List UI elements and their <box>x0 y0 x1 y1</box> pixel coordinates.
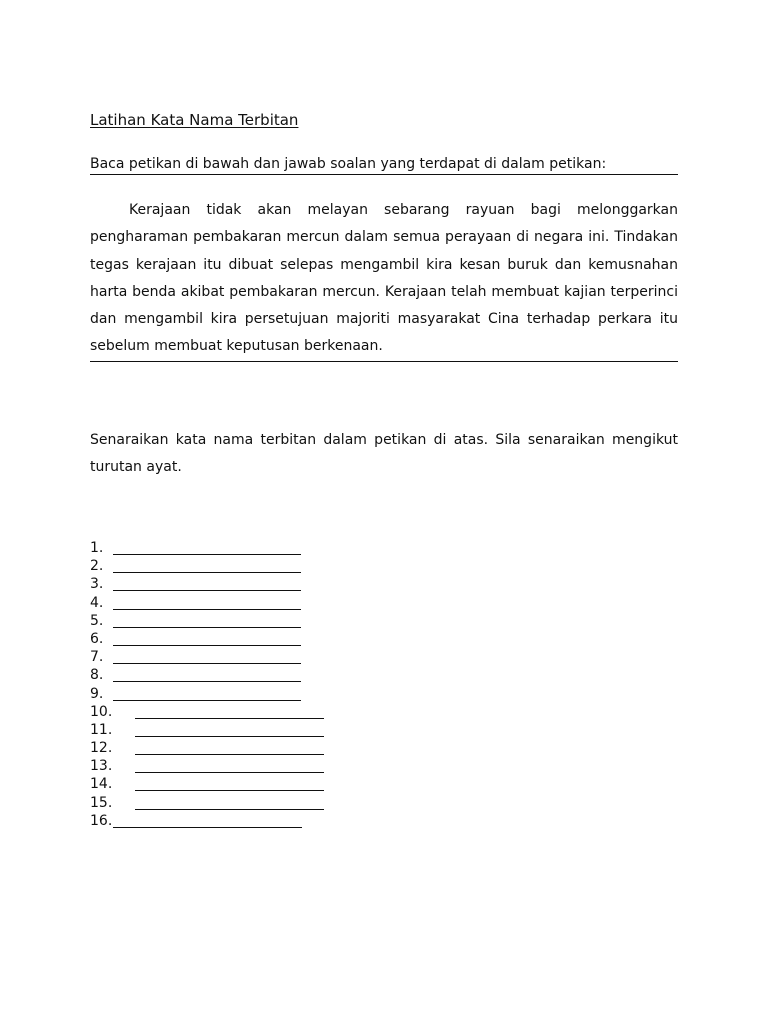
answer-number: 15. <box>90 794 113 811</box>
answer-blank-line[interactable] <box>113 627 301 628</box>
answer-number: 2. <box>90 558 104 575</box>
answer-row <box>90 685 390 703</box>
answer-blank-line[interactable] <box>135 718 324 719</box>
answer-number: 11. <box>90 721 113 738</box>
answer-row <box>90 775 390 793</box>
answer-blank-line[interactable] <box>113 554 301 555</box>
question-text: Senaraikan kata nama terbitan dalam petikan di atas. Sila senaraikan mengikut turutan ayat. <box>90 432 678 476</box>
answer-row <box>90 794 390 812</box>
answer-row <box>90 812 390 830</box>
answer-number: 9. <box>90 685 104 702</box>
answer-blank-line[interactable] <box>113 590 301 591</box>
answer-row <box>90 648 390 666</box>
answer-blank-line[interactable] <box>113 572 301 573</box>
answer-blank-line[interactable] <box>135 754 324 755</box>
answer-row <box>90 703 390 721</box>
answer-number: 13. <box>90 758 113 775</box>
answer-blank-line[interactable] <box>113 645 301 646</box>
answer-number: 3. <box>90 576 104 593</box>
answer-number: 1. <box>90 540 104 556</box>
answer-blank-line[interactable] <box>113 609 301 610</box>
answer-number: 5. <box>90 612 104 629</box>
reading-passage: Kerajaan tidak akan melayan sebarang rayuan bagi melonggarkan pengharaman pembakaran mercun dalam semua perayaan di negara ini. Tindakan tegas kerajaan itu dibuat selepas mengambil kira kesan buruk dan kemusnahan harta benda akibat pembakaran mercun. Kerajaan telah membuat kajian terperinci dan mengambil kira persetujuan majoriti masyarakat Cina terhadap perkara itu sebelum membuat keputusan berkenaan. <box>90 197 678 362</box>
answer-list <box>90 539 390 830</box>
answer-blank-line[interactable] <box>113 681 301 682</box>
answer-row <box>90 612 390 630</box>
answer-number: 4. <box>90 594 104 611</box>
answer-row <box>90 557 390 575</box>
answer-number: 12. <box>90 740 113 757</box>
page-title: Latihan Kata Nama Terbitan <box>90 111 299 129</box>
answer-number: 7. <box>90 649 104 666</box>
instruction-text: Baca petikan di bawah dan jawab soalan yang terdapat di dalam petikan: <box>90 155 678 175</box>
answer-row <box>90 739 390 757</box>
answer-blank-line[interactable] <box>113 663 301 664</box>
answer-row <box>90 630 390 648</box>
answer-blank-line[interactable] <box>135 772 324 773</box>
answer-blank-line[interactable] <box>113 827 302 828</box>
answer-number: 14. <box>90 776 113 793</box>
answer-row <box>90 757 390 775</box>
answer-row <box>90 594 390 612</box>
answer-number: 6. <box>90 630 104 647</box>
answer-row <box>90 666 390 684</box>
answer-number: 16. <box>90 812 113 829</box>
answer-blank-line[interactable] <box>135 736 324 737</box>
answer-blank-line[interactable] <box>135 809 324 810</box>
answer-row <box>90 539 390 557</box>
answer-row <box>90 575 390 593</box>
answer-number: 10. <box>90 703 113 720</box>
answer-blank-line[interactable] <box>135 790 324 791</box>
answer-blank-line[interactable] <box>113 700 301 701</box>
answer-row <box>90 721 390 739</box>
answer-number: 8. <box>90 667 104 684</box>
